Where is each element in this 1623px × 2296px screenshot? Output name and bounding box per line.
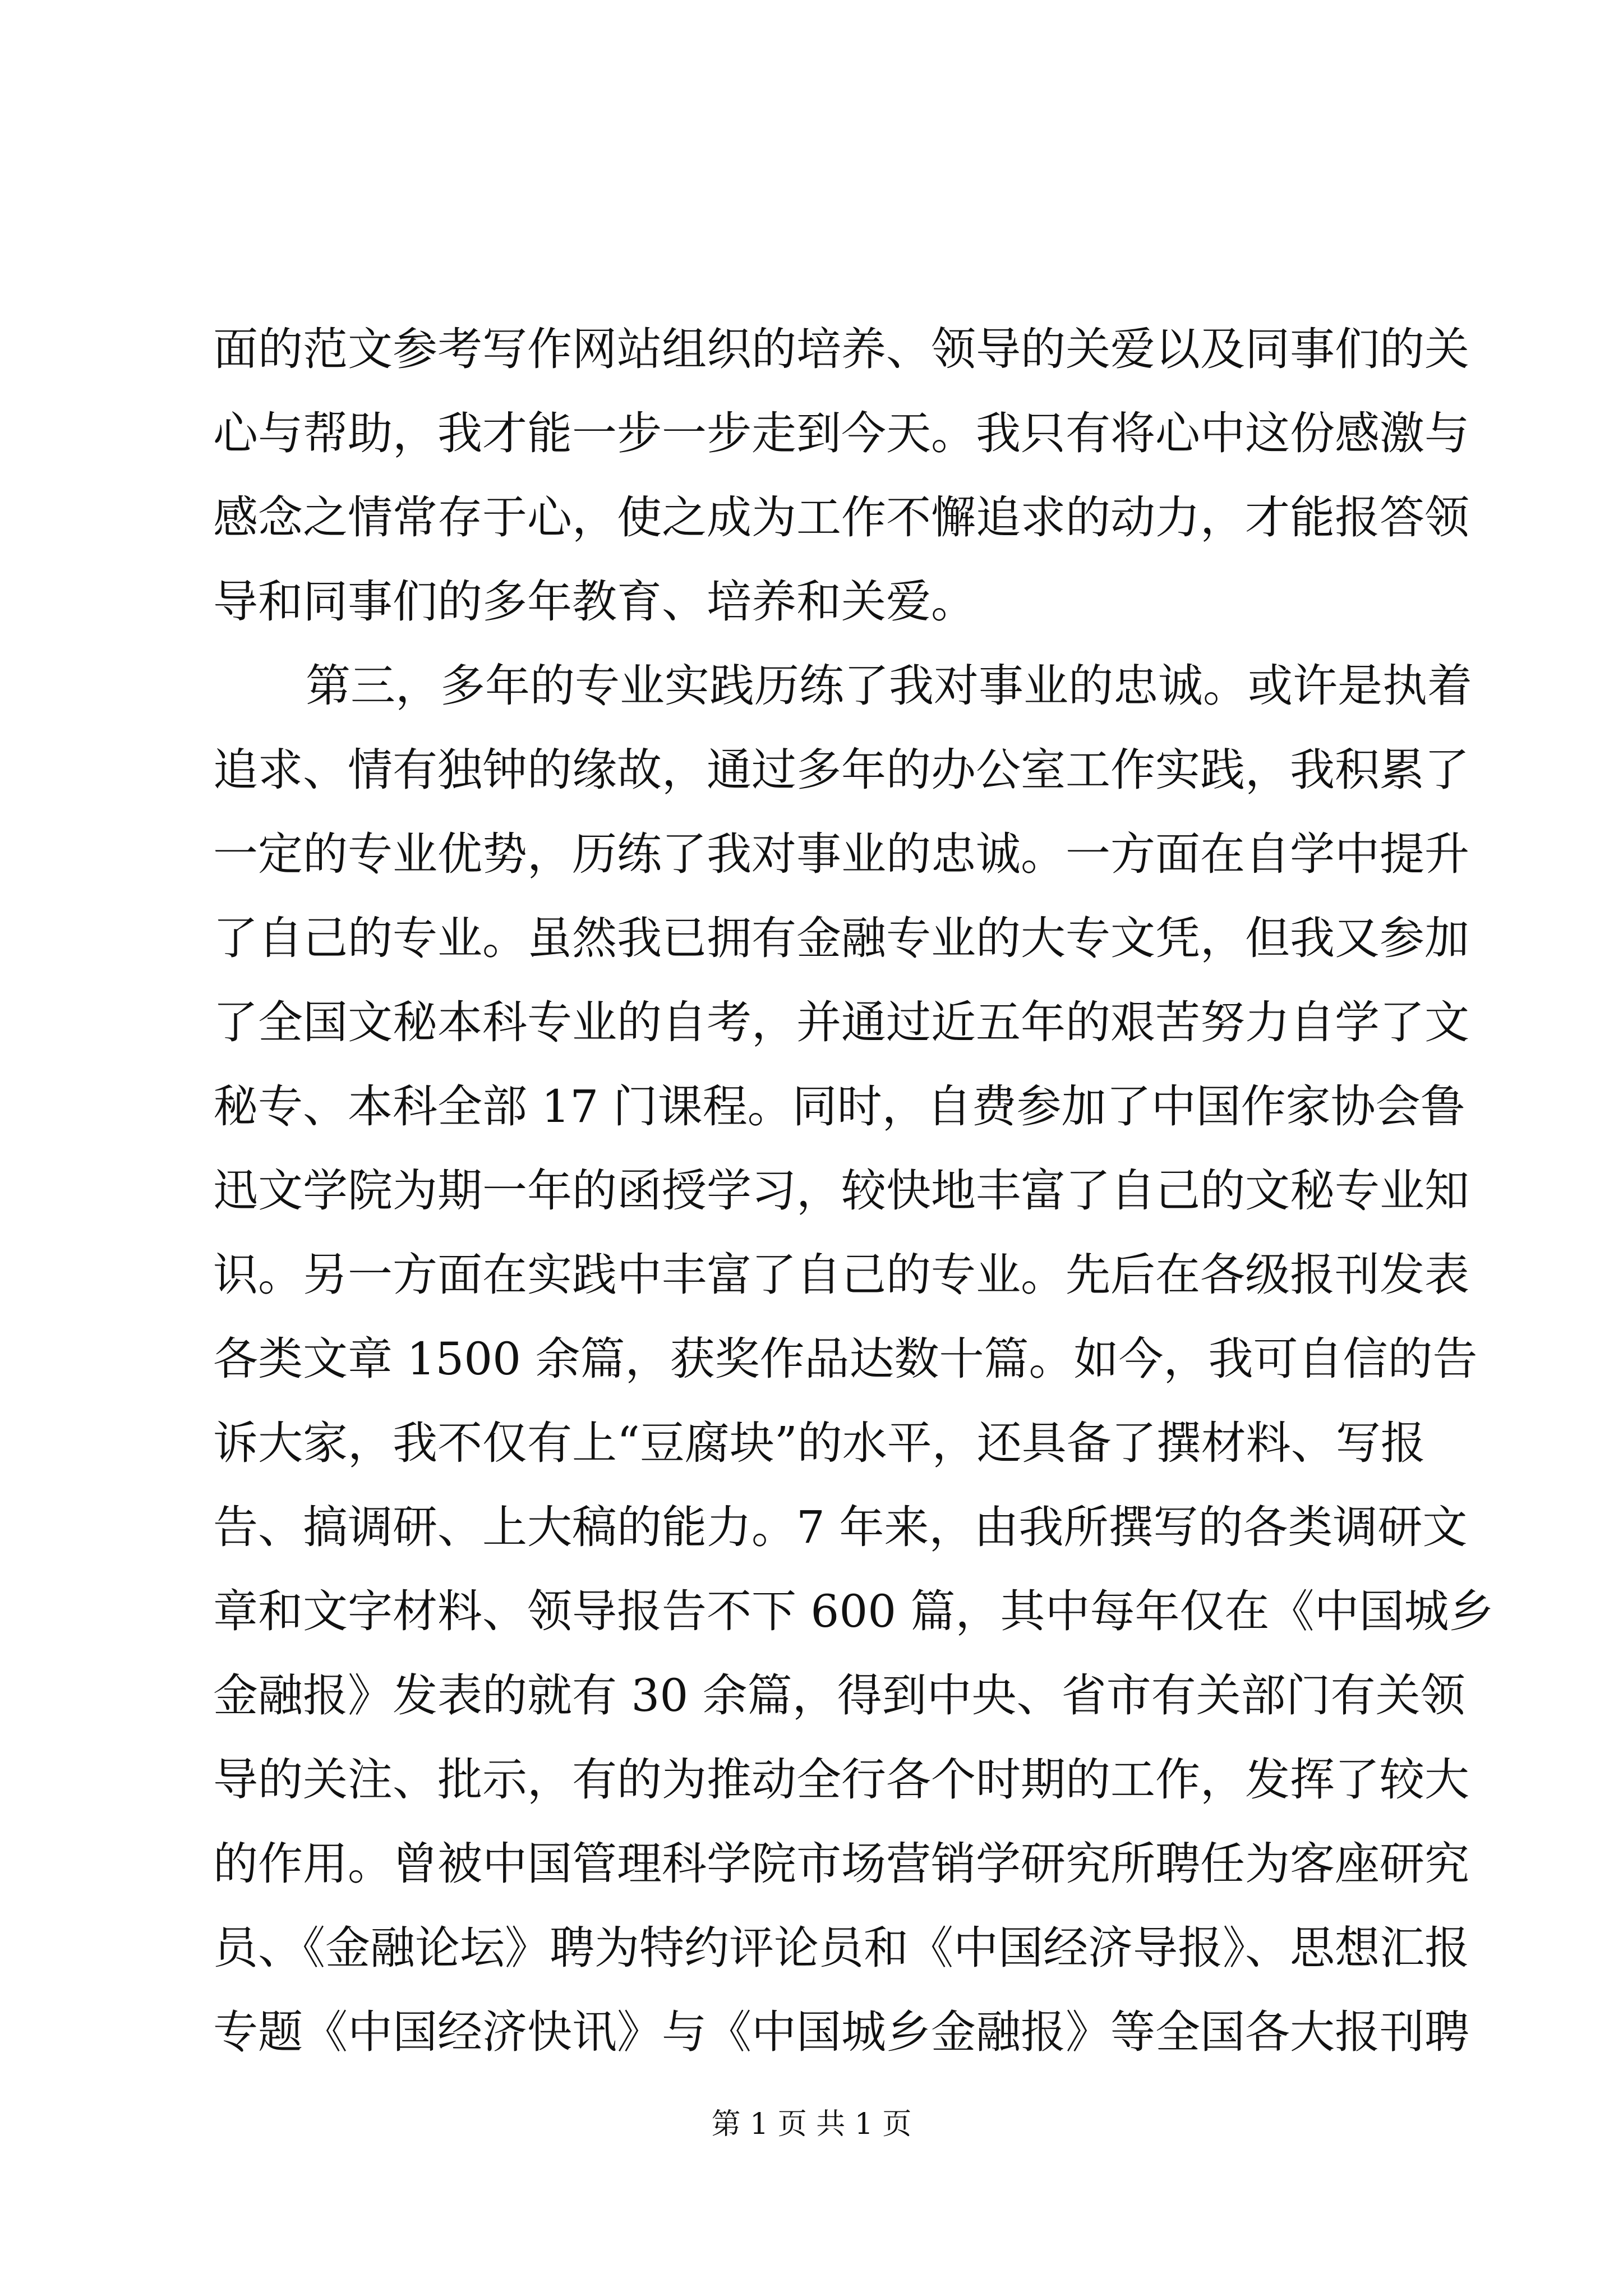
- page-number-footer: 第 1 页 共 1 页: [711, 2108, 912, 2141]
- text-line: 心与帮助，我才能一步一步走到今天。我只有将心中这份感激与: [213, 407, 1469, 459]
- text-line: 了全国文秘本科专业的自考，并通过近五年的艰苦努力自学了文: [213, 996, 1469, 1048]
- text-line: 各类文章 1500 余篇，获奖作品达数十篇。如今，我可自信的告: [213, 1333, 1478, 1385]
- text-line: 章和文字材料、领导报告不下 600 篇，其中每年仅在《中国城乡: [213, 1585, 1494, 1637]
- text-line: 的作用。曾被中国管理科学院市场营销学研究所聘任为客座研究: [213, 1838, 1469, 1890]
- text-line: 面的范文参考写作网站组织的培养、领导的关爱以及同事们的关: [213, 323, 1469, 375]
- text-line: 专题《中国经济快讯》与《中国城乡金融报》等全国各大报刊聘: [213, 2006, 1469, 2058]
- text-line: 诉大家，我不仅有上“豆腐块”的水平，还具备了撰材料、写报: [213, 1417, 1426, 1469]
- paragraph-start-line: 第三，多年的专业实践历练了我对事业的忠诚。或许是执着: [306, 660, 1472, 712]
- text-line: 了自己的专业。虽然我已拥有金融专业的大专文凭，但我又参加: [213, 912, 1469, 964]
- text-line: 感念之情常存于心，使之成为工作不懈追求的动力，才能报答领: [213, 491, 1469, 544]
- text-line: 导的关注、批示，有的为推动全行各个时期的工作，发挥了较大: [213, 1754, 1469, 1806]
- text-line: 迅文学院为期一年的函授学习，较快地丰富了自己的文秘专业知: [213, 1165, 1469, 1217]
- text-line: 员、《金融论坛》聘为特约评论员和《中国经济导报》、思想汇报: [213, 1922, 1469, 1974]
- text-line: 追求、情有独钟的缘故，通过多年的办公室工作实践，我积累了: [213, 744, 1469, 796]
- text-line: 告、搞调研、上大稿的能力。7 年来，由我所撰写的各类调研文: [213, 1501, 1468, 1553]
- text-line: 秘专、本科全部 17 门课程。同时，自费参加了中国作家协会鲁: [213, 1080, 1465, 1133]
- text-line: 识。另一方面在实践中丰富了自己的专业。先后在各级报刊发表: [213, 1249, 1469, 1301]
- body-text: [213, 307, 1494, 2074]
- text-line: 导和同事们的多年教育、培养和关爱。: [213, 576, 976, 628]
- text-line: 金融报》发表的就有 30 余篇，得到中央、省市有关部门有关领: [213, 1669, 1465, 1722]
- text-line: 一定的专业优势，历练了我对事业的忠诚。一方面在自学中提升: [213, 828, 1469, 880]
